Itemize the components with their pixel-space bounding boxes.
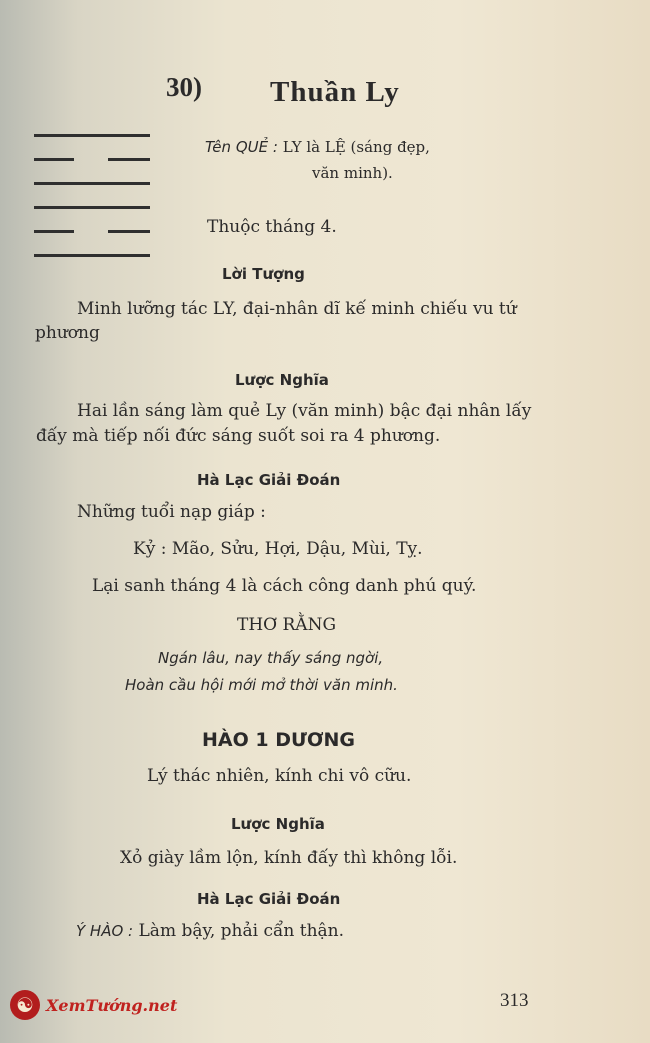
luoc-nghia-2-text: Xỏ giày lầm lộn, kính đấy thì không lỗi. — [120, 848, 458, 868]
logo-text: XemTướng.net — [46, 995, 178, 1015]
hexagram-line — [34, 206, 150, 209]
yin-yang-icon: ☯ — [10, 990, 40, 1020]
ten-que-line1 — [205, 138, 430, 156]
section-number: 30) — [166, 72, 202, 102]
hexagram-line — [34, 230, 150, 233]
poem-line1: Ngán lâu, nay thấy sáng ngời, — [158, 649, 384, 667]
watermark-logo — [10, 990, 177, 1020]
y-hao-text: Làm bậy, phải cẩn thận. — [138, 921, 345, 941]
ha-lac-2-heading: Hà Lạc Giải Đoán — [197, 890, 341, 908]
section-title: Thuần Ly — [270, 76, 400, 108]
loi-tuong-line1: Minh lưỡng tác LY, đại-nhân dĩ kế minh chiếu vu tứ — [77, 299, 517, 319]
thuoc-thang: Thuộc tháng 4. — [207, 217, 337, 237]
hexagram-line — [34, 182, 150, 185]
ha-lac-line2: Kỷ : Mão, Sửu, Hợi, Dậu, Mùi, Tỵ. — [133, 539, 423, 559]
ten-que-text: LY là LỆ (sáng đẹp, — [282, 138, 430, 156]
hexagram-line — [34, 134, 150, 137]
hao-1-text: Lý thác nhiên, kính chi vô cữu. — [147, 766, 412, 786]
hexagram-line — [34, 254, 150, 257]
ha-lac-line1: Những tuổi nạp giáp : — [77, 502, 266, 522]
luoc-nghia-line1: Hai lần sáng làm quẻ Ly (văn minh) bậc đại nhân lấy — [77, 401, 532, 421]
page-number: 313 — [500, 990, 529, 1011]
hexagram-ly — [34, 134, 150, 278]
luoc-nghia-heading: Lược Nghĩa — [235, 371, 329, 389]
bleed-through-text — [430, 40, 434, 55]
hexagram-line — [34, 158, 150, 161]
ten-que-label: Tên QUẺ : — [205, 138, 278, 156]
luoc-nghia-2-heading: Lược Nghĩa — [231, 815, 325, 833]
tho-rang-heading: THƠ RẰNG — [237, 615, 337, 635]
ha-lac-heading: Hà Lạc Giải Đoán — [197, 471, 341, 489]
ten-que-line2: văn minh). — [312, 164, 393, 182]
luoc-nghia-line2: đấy mà tiếp nối đức sáng suốt soi ra 4 phương. — [36, 426, 441, 446]
hao-1-heading: HÀO 1 DƯƠNG — [202, 729, 355, 751]
y-hao-label: Ý HÀO : — [76, 922, 134, 940]
ha-lac-line3: Lại sanh tháng 4 là cách công danh phú quý. — [92, 576, 477, 596]
loi-tuong-heading: Lời Tượng — [222, 265, 305, 283]
poem-line2: Hoàn cầu hội mới mở thời văn minh. — [125, 676, 398, 694]
ha-lac-2-line — [76, 921, 344, 941]
loi-tuong-line2: phương — [35, 323, 100, 343]
